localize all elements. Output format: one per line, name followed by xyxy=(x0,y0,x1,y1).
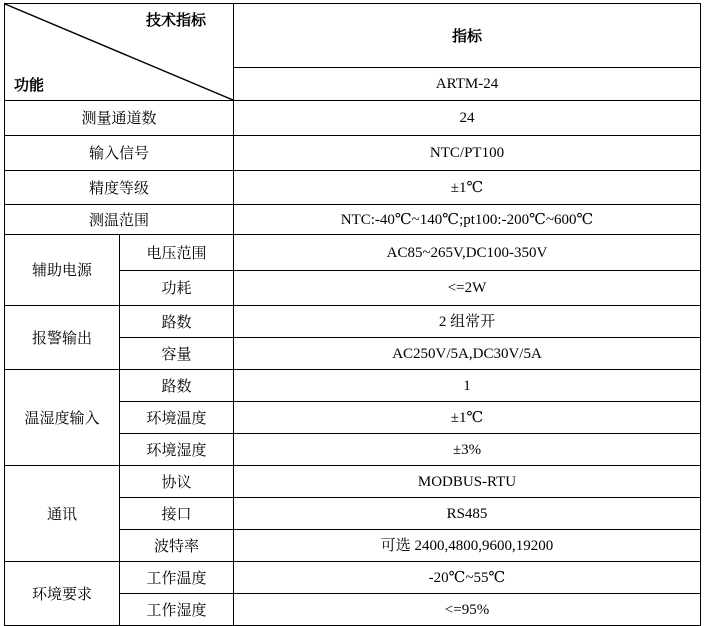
row-value: MODBUS-RTU xyxy=(234,466,701,498)
row-value: ±1℃ xyxy=(234,171,701,205)
row-label: 测温范围 xyxy=(5,205,234,235)
group-label: 通讯 xyxy=(5,466,120,562)
table-row xyxy=(5,306,701,338)
row-label: 输入信号 xyxy=(5,136,234,171)
row-value: -20℃~55℃ xyxy=(234,562,701,594)
table-row xyxy=(5,171,701,205)
group-label: 温湿度输入 xyxy=(5,370,120,466)
sub-label: 功耗 xyxy=(120,271,234,306)
sub-label: 工作温度 xyxy=(120,562,234,594)
corner-header-cell xyxy=(5,4,234,101)
value-header-cell: 指标 xyxy=(234,4,701,68)
row-value: NTC:-40℃~140℃;pt100:-200℃~600℃ xyxy=(234,205,701,235)
row-label: 精度等级 xyxy=(5,171,234,205)
sub-label: 工作湿度 xyxy=(120,594,234,626)
row-value: <=2W xyxy=(234,271,701,306)
sub-label: 容量 xyxy=(120,338,234,370)
row-value: 2 组常开 xyxy=(234,306,701,338)
row-value: AC250V/5A,DC30V/5A xyxy=(234,338,701,370)
sub-label: 路数 xyxy=(120,306,234,338)
table-row xyxy=(5,136,701,171)
group-label: 辅助电源 xyxy=(5,235,120,306)
group-label: 报警输出 xyxy=(5,306,120,370)
table-row xyxy=(5,370,701,402)
sub-label: 波特率 xyxy=(120,530,234,562)
sub-label: 路数 xyxy=(120,370,234,402)
row-label: 测量通道数 xyxy=(5,101,234,136)
sub-label: 电压范围 xyxy=(120,235,234,271)
table-row xyxy=(5,205,701,235)
row-value: NTC/PT100 xyxy=(234,136,701,171)
sub-label: 协议 xyxy=(120,466,234,498)
sub-label: 环境温度 xyxy=(120,402,234,434)
table-row xyxy=(5,466,701,498)
model-cell: ARTM-24 xyxy=(234,68,701,101)
row-value: 可选 2400,4800,9600,19200 xyxy=(234,530,701,562)
row-value: ±1℃ xyxy=(234,402,701,434)
group-label: 环境要求 xyxy=(5,562,120,626)
table-row xyxy=(5,101,701,136)
spec-table xyxy=(4,3,701,626)
row-value: 1 xyxy=(234,370,701,402)
table-row xyxy=(5,562,701,594)
corner-bottom-label: 功能 xyxy=(14,76,45,94)
row-value: ±3% xyxy=(234,434,701,466)
row-value: RS485 xyxy=(234,498,701,530)
sub-label: 环境湿度 xyxy=(120,434,234,466)
row-value: AC85~265V,DC100-350V xyxy=(234,235,701,271)
row-value: 24 xyxy=(234,101,701,136)
row-value: <=95% xyxy=(234,594,701,626)
table-row xyxy=(5,235,701,271)
sub-label: 接口 xyxy=(120,498,234,530)
header-row xyxy=(5,4,701,68)
corner-top-label: 技术指标 xyxy=(145,11,206,29)
